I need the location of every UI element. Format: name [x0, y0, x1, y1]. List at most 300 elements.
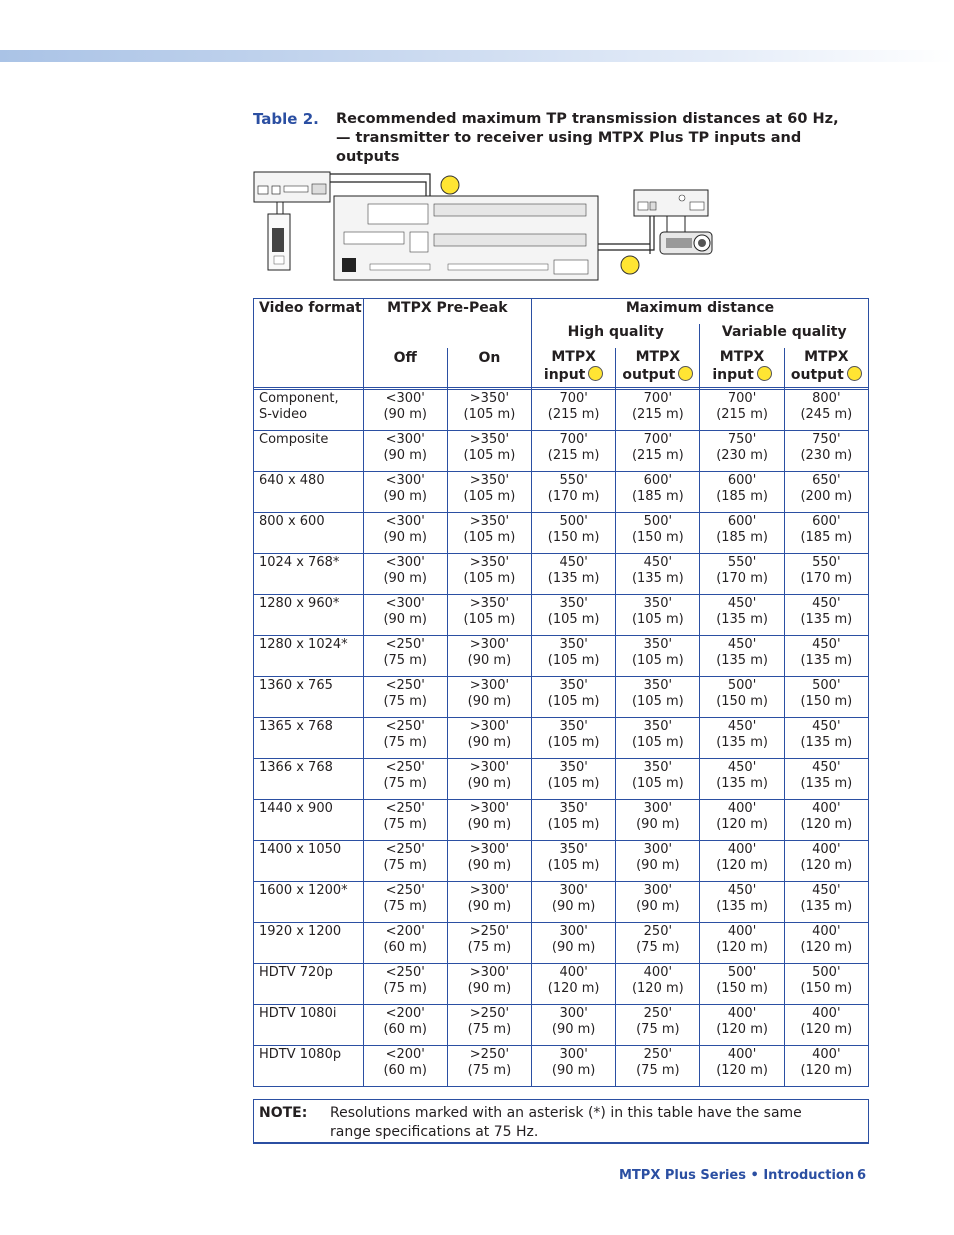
- cell-video-format: [254, 1046, 364, 1087]
- distance-feet: 400': [727, 842, 757, 857]
- video-format-text: 1280 x 960*: [259, 596, 340, 611]
- distance-meters: (105 m): [547, 858, 600, 873]
- header-mtpx-label: MTPX: [635, 349, 681, 365]
- table-body: [254, 390, 869, 1087]
- distance-feet: 450': [727, 883, 757, 898]
- video-format-text: 1280 x 1024*: [259, 637, 348, 652]
- cell-off: [364, 841, 448, 882]
- distance-meters: (135 m): [716, 776, 768, 791]
- distance-meters: (135 m): [800, 735, 853, 750]
- distance-feet: 300': [643, 842, 673, 857]
- table-row: [254, 1046, 869, 1087]
- cell-vq-output: [785, 841, 869, 882]
- cell-vq-input: [700, 595, 784, 636]
- distance-feet: >300': [469, 719, 510, 734]
- cell-on: [448, 882, 532, 923]
- distance-feet: 600': [643, 473, 673, 488]
- cell-video-format: [254, 759, 364, 800]
- table-caption-text: Recommended maximum TP transmission distances at 60 Hz, — transmitter to receiver using MTPX Plus TP inputs and outputs: [336, 111, 839, 165]
- distance-feet: >350': [469, 391, 510, 406]
- connection-diagram: [250, 168, 720, 288]
- source-laptop: [268, 214, 290, 270]
- distance-meters: (75 m): [467, 940, 512, 955]
- distance-feet: 550': [559, 473, 588, 488]
- header-input-label: input: [543, 367, 586, 383]
- page-number: 6: [857, 1168, 867, 1183]
- distance-meters: (90 m): [551, 899, 596, 914]
- distance-meters: (105 m): [463, 612, 516, 627]
- distance-feet: >300': [469, 760, 510, 775]
- distance-feet: 350': [643, 637, 673, 652]
- distance-feet: 400': [812, 1047, 841, 1062]
- header-output-label: output: [790, 367, 844, 383]
- distance-meters: (230 m): [800, 448, 853, 463]
- video-format-text: Composite: [259, 432, 329, 447]
- distance-feet: 450': [727, 760, 757, 775]
- distance-feet: 450': [812, 883, 841, 898]
- distance-meters: (75 m): [383, 899, 427, 914]
- distance-feet: 700': [727, 391, 757, 406]
- distance-meters: (60 m): [383, 940, 427, 955]
- header-high-quality: High quality: [532, 324, 700, 348]
- distance-meters: (135 m): [716, 612, 768, 627]
- distance-feet: >300': [469, 637, 510, 652]
- cell-hq-input: [532, 595, 616, 636]
- table-row: [254, 800, 869, 841]
- cell-hq-output: [616, 636, 700, 677]
- cell-on: [448, 923, 532, 964]
- cell-off: [364, 964, 448, 1005]
- cell-hq-input: [532, 472, 616, 513]
- header-hq-input: [532, 348, 616, 388]
- distance-meters: (105 m): [463, 530, 516, 545]
- cell-on: [448, 800, 532, 841]
- cell-hq-output: [616, 800, 700, 841]
- cell-hq-input: [532, 923, 616, 964]
- cell-vq-output: [785, 759, 869, 800]
- cell-video-format: [254, 1005, 364, 1046]
- distance-meters: (245 m): [800, 407, 853, 422]
- cell-hq-output: [616, 882, 700, 923]
- video-format-text: 1440 x 900: [259, 801, 333, 816]
- header-input-label: input: [712, 367, 754, 383]
- distance-feet: 300': [559, 883, 588, 898]
- cell-hq-input: [532, 431, 616, 472]
- distance-meters: (170 m): [716, 571, 768, 586]
- cell-off: [364, 718, 448, 759]
- header-output-label: output: [622, 367, 676, 383]
- cell-vq-output: [785, 677, 869, 718]
- header-mtpx-label: MTPX: [804, 349, 849, 365]
- distance-meters: (185 m): [716, 530, 768, 545]
- cell-vq-input: [700, 923, 784, 964]
- distance-feet: 500': [727, 965, 757, 980]
- distance-feet: 350': [643, 678, 673, 693]
- distance-feet: >350': [469, 432, 510, 447]
- distance-meters: (90 m): [383, 530, 427, 545]
- input-marker-icon: [588, 366, 603, 381]
- distance-feet: 300': [559, 924, 588, 939]
- distance-meters: (135 m): [800, 776, 853, 791]
- cell-off: [364, 636, 448, 677]
- distance-feet: <300': [385, 391, 425, 406]
- distance-feet: >350': [469, 473, 510, 488]
- cell-video-format: [254, 390, 364, 431]
- distance-meters: (90 m): [636, 899, 680, 914]
- distance-feet: 250': [643, 924, 673, 939]
- cell-hq-output: [616, 472, 700, 513]
- distance-feet: <250': [385, 637, 425, 652]
- distance-feet: <200': [385, 1006, 425, 1021]
- table-row: [254, 472, 869, 513]
- cell-vq-input: [700, 554, 784, 595]
- distance-feet: 300': [559, 1006, 588, 1021]
- output-marker-icon: [621, 256, 639, 274]
- cell-vq-output: [785, 718, 869, 759]
- table-row: [254, 636, 869, 677]
- cell-video-format: [254, 431, 364, 472]
- distance-meters: (150 m): [716, 981, 768, 996]
- cell-hq-output: [616, 718, 700, 759]
- video-format-text: 1360 x 765: [259, 678, 333, 693]
- matrix-switcher: [334, 196, 598, 280]
- distance-meters: (90 m): [636, 858, 680, 873]
- distance-meters: (150 m): [800, 981, 853, 996]
- distance-feet: 450': [559, 555, 588, 570]
- distance-feet: 550': [812, 555, 841, 570]
- cell-hq-input: [532, 677, 616, 718]
- header-vq-input: [700, 348, 784, 388]
- distance-meters: (135 m): [631, 571, 684, 586]
- cell-on: [448, 964, 532, 1005]
- distance-meters: (105 m): [547, 735, 600, 750]
- distance-feet: >300': [469, 883, 510, 898]
- cell-hq-output: [616, 677, 700, 718]
- distance-feet: 350': [559, 842, 588, 857]
- note-text: Resolutions marked with an asterisk (*) in this table have the same range specifications at 75 Hz.: [330, 1105, 802, 1140]
- cell-off: [364, 1005, 448, 1046]
- distance-meters: (60 m): [383, 1063, 427, 1078]
- distance-feet: <250': [385, 760, 425, 775]
- header-pre-peak: MTPX Pre-Peak: [364, 299, 532, 324]
- distance-meters: (120 m): [800, 817, 853, 832]
- cell-off: [364, 554, 448, 595]
- distance-meters: (135 m): [547, 571, 600, 586]
- distance-meters: (135 m): [716, 653, 768, 668]
- header-band: [0, 50, 954, 62]
- header-mtpx-label: MTPX: [719, 349, 765, 365]
- distance-feet: <300': [385, 555, 425, 570]
- cell-video-format: [254, 513, 364, 554]
- distance-meters: (75 m): [383, 776, 427, 791]
- input-marker-icon: [757, 366, 772, 381]
- output-marker-icon: [847, 366, 862, 381]
- distance-meters: (215 m): [547, 448, 600, 463]
- cell-hq-output: [616, 841, 700, 882]
- distance-meters: (185 m): [800, 530, 853, 545]
- cell-vq-output: [785, 964, 869, 1005]
- table-row: [254, 677, 869, 718]
- distance-meters: (90 m): [551, 1063, 596, 1078]
- table-row: [254, 595, 869, 636]
- distance-meters: (105 m): [547, 612, 600, 627]
- cell-vq-output: [785, 882, 869, 923]
- cell-video-format: [254, 800, 364, 841]
- distance-feet: 350': [559, 596, 588, 611]
- cell-video-format: [254, 554, 364, 595]
- distance-feet: 500': [643, 514, 673, 529]
- distance-feet: 300': [643, 801, 673, 816]
- cell-on: [448, 841, 532, 882]
- distance-meters: (105 m): [463, 489, 516, 504]
- distance-table: [253, 298, 869, 1087]
- distance-meters: (215 m): [631, 407, 684, 422]
- distance-meters: (90 m): [636, 817, 680, 832]
- distance-feet: 400': [727, 1006, 757, 1021]
- distance-feet: 450': [812, 760, 841, 775]
- distance-feet: <300': [385, 514, 425, 529]
- distance-meters: (215 m): [547, 407, 600, 422]
- video-format-text: 1400 x 1050: [259, 842, 342, 857]
- distance-meters: (75 m): [383, 858, 427, 873]
- cell-vq-input: [700, 718, 784, 759]
- distance-feet: 350': [559, 719, 588, 734]
- distance-feet: <300': [385, 473, 425, 488]
- distance-meters: (90 m): [383, 571, 427, 586]
- distance-feet: 450': [812, 637, 841, 652]
- distance-feet: >300': [469, 842, 510, 857]
- distance-meters: (75 m): [383, 735, 427, 750]
- distance-meters: (150 m): [631, 530, 684, 545]
- distance-meters: (75 m): [636, 940, 680, 955]
- distance-meters: (135 m): [800, 653, 853, 668]
- distance-meters: (105 m): [631, 612, 684, 627]
- cell-on: [448, 595, 532, 636]
- cell-hq-input: [532, 964, 616, 1005]
- video-format-text: 640 x 480: [259, 473, 325, 488]
- video-format-text: 1920 x 1200: [259, 924, 342, 939]
- cell-vq-output: [785, 636, 869, 677]
- distance-feet: >350': [469, 555, 510, 570]
- distance-meters: (120 m): [631, 981, 684, 996]
- distance-feet: 500': [727, 678, 757, 693]
- cell-video-format: [254, 677, 364, 718]
- distance-meters: (75 m): [383, 981, 427, 996]
- distance-meters: (170 m): [547, 489, 600, 504]
- video-format-text: Component,: [259, 391, 339, 406]
- distance-meters: (75 m): [383, 653, 427, 668]
- distance-feet: 400': [727, 801, 757, 816]
- distance-feet: 400': [727, 1047, 757, 1062]
- distance-feet: 350': [643, 760, 673, 775]
- distance-feet: <250': [385, 719, 425, 734]
- distance-feet: 350': [643, 596, 673, 611]
- distance-meters: (90 m): [383, 612, 427, 627]
- distance-feet: 750': [812, 432, 841, 447]
- distance-feet: 400': [812, 1006, 841, 1021]
- distance-meters: (75 m): [383, 817, 427, 832]
- cell-hq-input: [532, 1005, 616, 1046]
- video-format-text: 1365 x 768: [259, 719, 333, 734]
- distance-feet: 400': [559, 965, 588, 980]
- distance-meters: (105 m): [547, 817, 600, 832]
- distance-feet: >250': [469, 1047, 510, 1062]
- distance-meters: (120 m): [716, 1063, 768, 1078]
- distance-meters: (75 m): [636, 1063, 680, 1078]
- cell-hq-input: [532, 841, 616, 882]
- distance-feet: >300': [469, 965, 510, 980]
- distance-meters: (215 m): [631, 448, 684, 463]
- distance-meters: (90 m): [383, 448, 427, 463]
- cell-hq-output: [616, 595, 700, 636]
- distance-feet: <200': [385, 1047, 425, 1062]
- cell-video-format: [254, 882, 364, 923]
- table-row: [254, 964, 869, 1005]
- table-row: [254, 554, 869, 595]
- header-pre-peak-spacer: [364, 324, 532, 348]
- distance-meters: (105 m): [463, 571, 516, 586]
- distance-meters: (90 m): [467, 899, 512, 914]
- distance-meters: (120 m): [716, 1022, 768, 1037]
- cell-off: [364, 882, 448, 923]
- distance-feet: 450': [812, 719, 841, 734]
- distance-feet: 400': [812, 842, 841, 857]
- cell-hq-input: [532, 513, 616, 554]
- distance-feet: 400': [812, 801, 841, 816]
- cell-vq-input: [700, 677, 784, 718]
- cell-vq-input: [700, 390, 784, 431]
- distance-meters: (90 m): [467, 653, 512, 668]
- distance-feet: 400': [812, 924, 841, 939]
- cell-on: [448, 431, 532, 472]
- cell-video-format: [254, 841, 364, 882]
- distance-feet: >250': [469, 1006, 510, 1021]
- cell-on: [448, 1005, 532, 1046]
- cell-vq-output: [785, 554, 869, 595]
- table-row: [254, 390, 869, 431]
- table-caption-label: Table 2.: [253, 110, 319, 128]
- cell-vq-output: [785, 800, 869, 841]
- cell-hq-output: [616, 1046, 700, 1087]
- distance-feet: 750': [727, 432, 757, 447]
- cell-hq-output: [616, 1005, 700, 1046]
- header-mtpx-label: MTPX: [551, 349, 596, 365]
- cell-vq-output: [785, 472, 869, 513]
- distance-meters: (120 m): [547, 981, 600, 996]
- cell-hq-output: [616, 554, 700, 595]
- note-label: NOTE:: [259, 1105, 308, 1121]
- distance-feet: 500': [812, 678, 841, 693]
- header-vq-output: [785, 348, 869, 388]
- cell-vq-input: [700, 1005, 784, 1046]
- distance-meters: (185 m): [631, 489, 684, 504]
- table-row: [254, 431, 869, 472]
- distance-meters: (105 m): [463, 448, 516, 463]
- header-off: Off: [364, 348, 448, 388]
- distance-feet: 350': [559, 760, 588, 775]
- cell-on: [448, 677, 532, 718]
- distance-feet: 400': [643, 965, 673, 980]
- cell-on: [448, 513, 532, 554]
- table-row: [254, 1005, 869, 1046]
- distance-meters: (90 m): [383, 489, 427, 504]
- distance-meters: (75 m): [467, 1063, 512, 1078]
- table-row: [254, 882, 869, 923]
- distance-meters: (90 m): [551, 1022, 596, 1037]
- distance-feet: <300': [385, 596, 425, 611]
- video-format-text: 1366 x 768: [259, 760, 333, 775]
- cell-on: [448, 554, 532, 595]
- cell-vq-output: [785, 431, 869, 472]
- distance-meters: (90 m): [551, 940, 596, 955]
- header-on: On: [448, 348, 532, 388]
- cell-vq-output: [785, 1046, 869, 1087]
- cell-hq-input: [532, 390, 616, 431]
- distance-meters: (230 m): [716, 448, 768, 463]
- distance-meters: (105 m): [631, 694, 684, 709]
- distance-meters: (75 m): [383, 694, 427, 709]
- cell-on: [448, 390, 532, 431]
- distance-feet: <300': [385, 432, 425, 447]
- distance-meters: (90 m): [467, 981, 512, 996]
- output-marker-icon: [678, 366, 693, 381]
- distance-meters: (105 m): [631, 653, 684, 668]
- distance-meters: (135 m): [800, 899, 853, 914]
- table-row: [254, 841, 869, 882]
- cell-on: [448, 1046, 532, 1087]
- distance-feet: 350': [643, 719, 673, 734]
- cell-off: [364, 472, 448, 513]
- cell-vq-input: [700, 513, 784, 554]
- distance-meters: (105 m): [631, 735, 684, 750]
- video-format-text: 800 x 600: [259, 514, 325, 529]
- cell-vq-input: [700, 800, 784, 841]
- cell-off: [364, 595, 448, 636]
- distance-meters: (60 m): [383, 1022, 427, 1037]
- distance-meters: (105 m): [547, 653, 600, 668]
- distance-feet: 650': [812, 473, 841, 488]
- cell-hq-input: [532, 800, 616, 841]
- cell-on: [448, 472, 532, 513]
- cell-video-format: [254, 718, 364, 759]
- distance-meters: (135 m): [800, 612, 853, 627]
- cell-hq-input: [532, 882, 616, 923]
- cell-vq-input: [700, 1046, 784, 1087]
- cell-hq-input: [532, 1046, 616, 1087]
- distance-meters: (170 m): [800, 571, 853, 586]
- distance-meters: (105 m): [631, 776, 684, 791]
- distance-meters: (90 m): [467, 817, 512, 832]
- distance-meters: (105 m): [463, 407, 516, 422]
- distance-feet: >300': [469, 678, 510, 693]
- cell-off: [364, 800, 448, 841]
- header-variable-quality: Variable quality: [700, 324, 869, 348]
- cell-off: [364, 1046, 448, 1087]
- distance-meters: (105 m): [547, 694, 600, 709]
- video-format-text: HDTV 1080i: [259, 1006, 337, 1021]
- cell-off: [364, 759, 448, 800]
- cell-video-format: [254, 636, 364, 677]
- distance-meters: (120 m): [800, 1063, 853, 1078]
- video-format-text: HDTV 1080p: [259, 1047, 342, 1062]
- cell-on: [448, 718, 532, 759]
- distance-feet: 350': [559, 801, 588, 816]
- distance-meters: (200 m): [800, 489, 853, 504]
- distance-feet: <200': [385, 924, 425, 939]
- distance-meters: (120 m): [716, 817, 768, 832]
- cell-hq-output: [616, 431, 700, 472]
- distance-feet: 550': [727, 555, 757, 570]
